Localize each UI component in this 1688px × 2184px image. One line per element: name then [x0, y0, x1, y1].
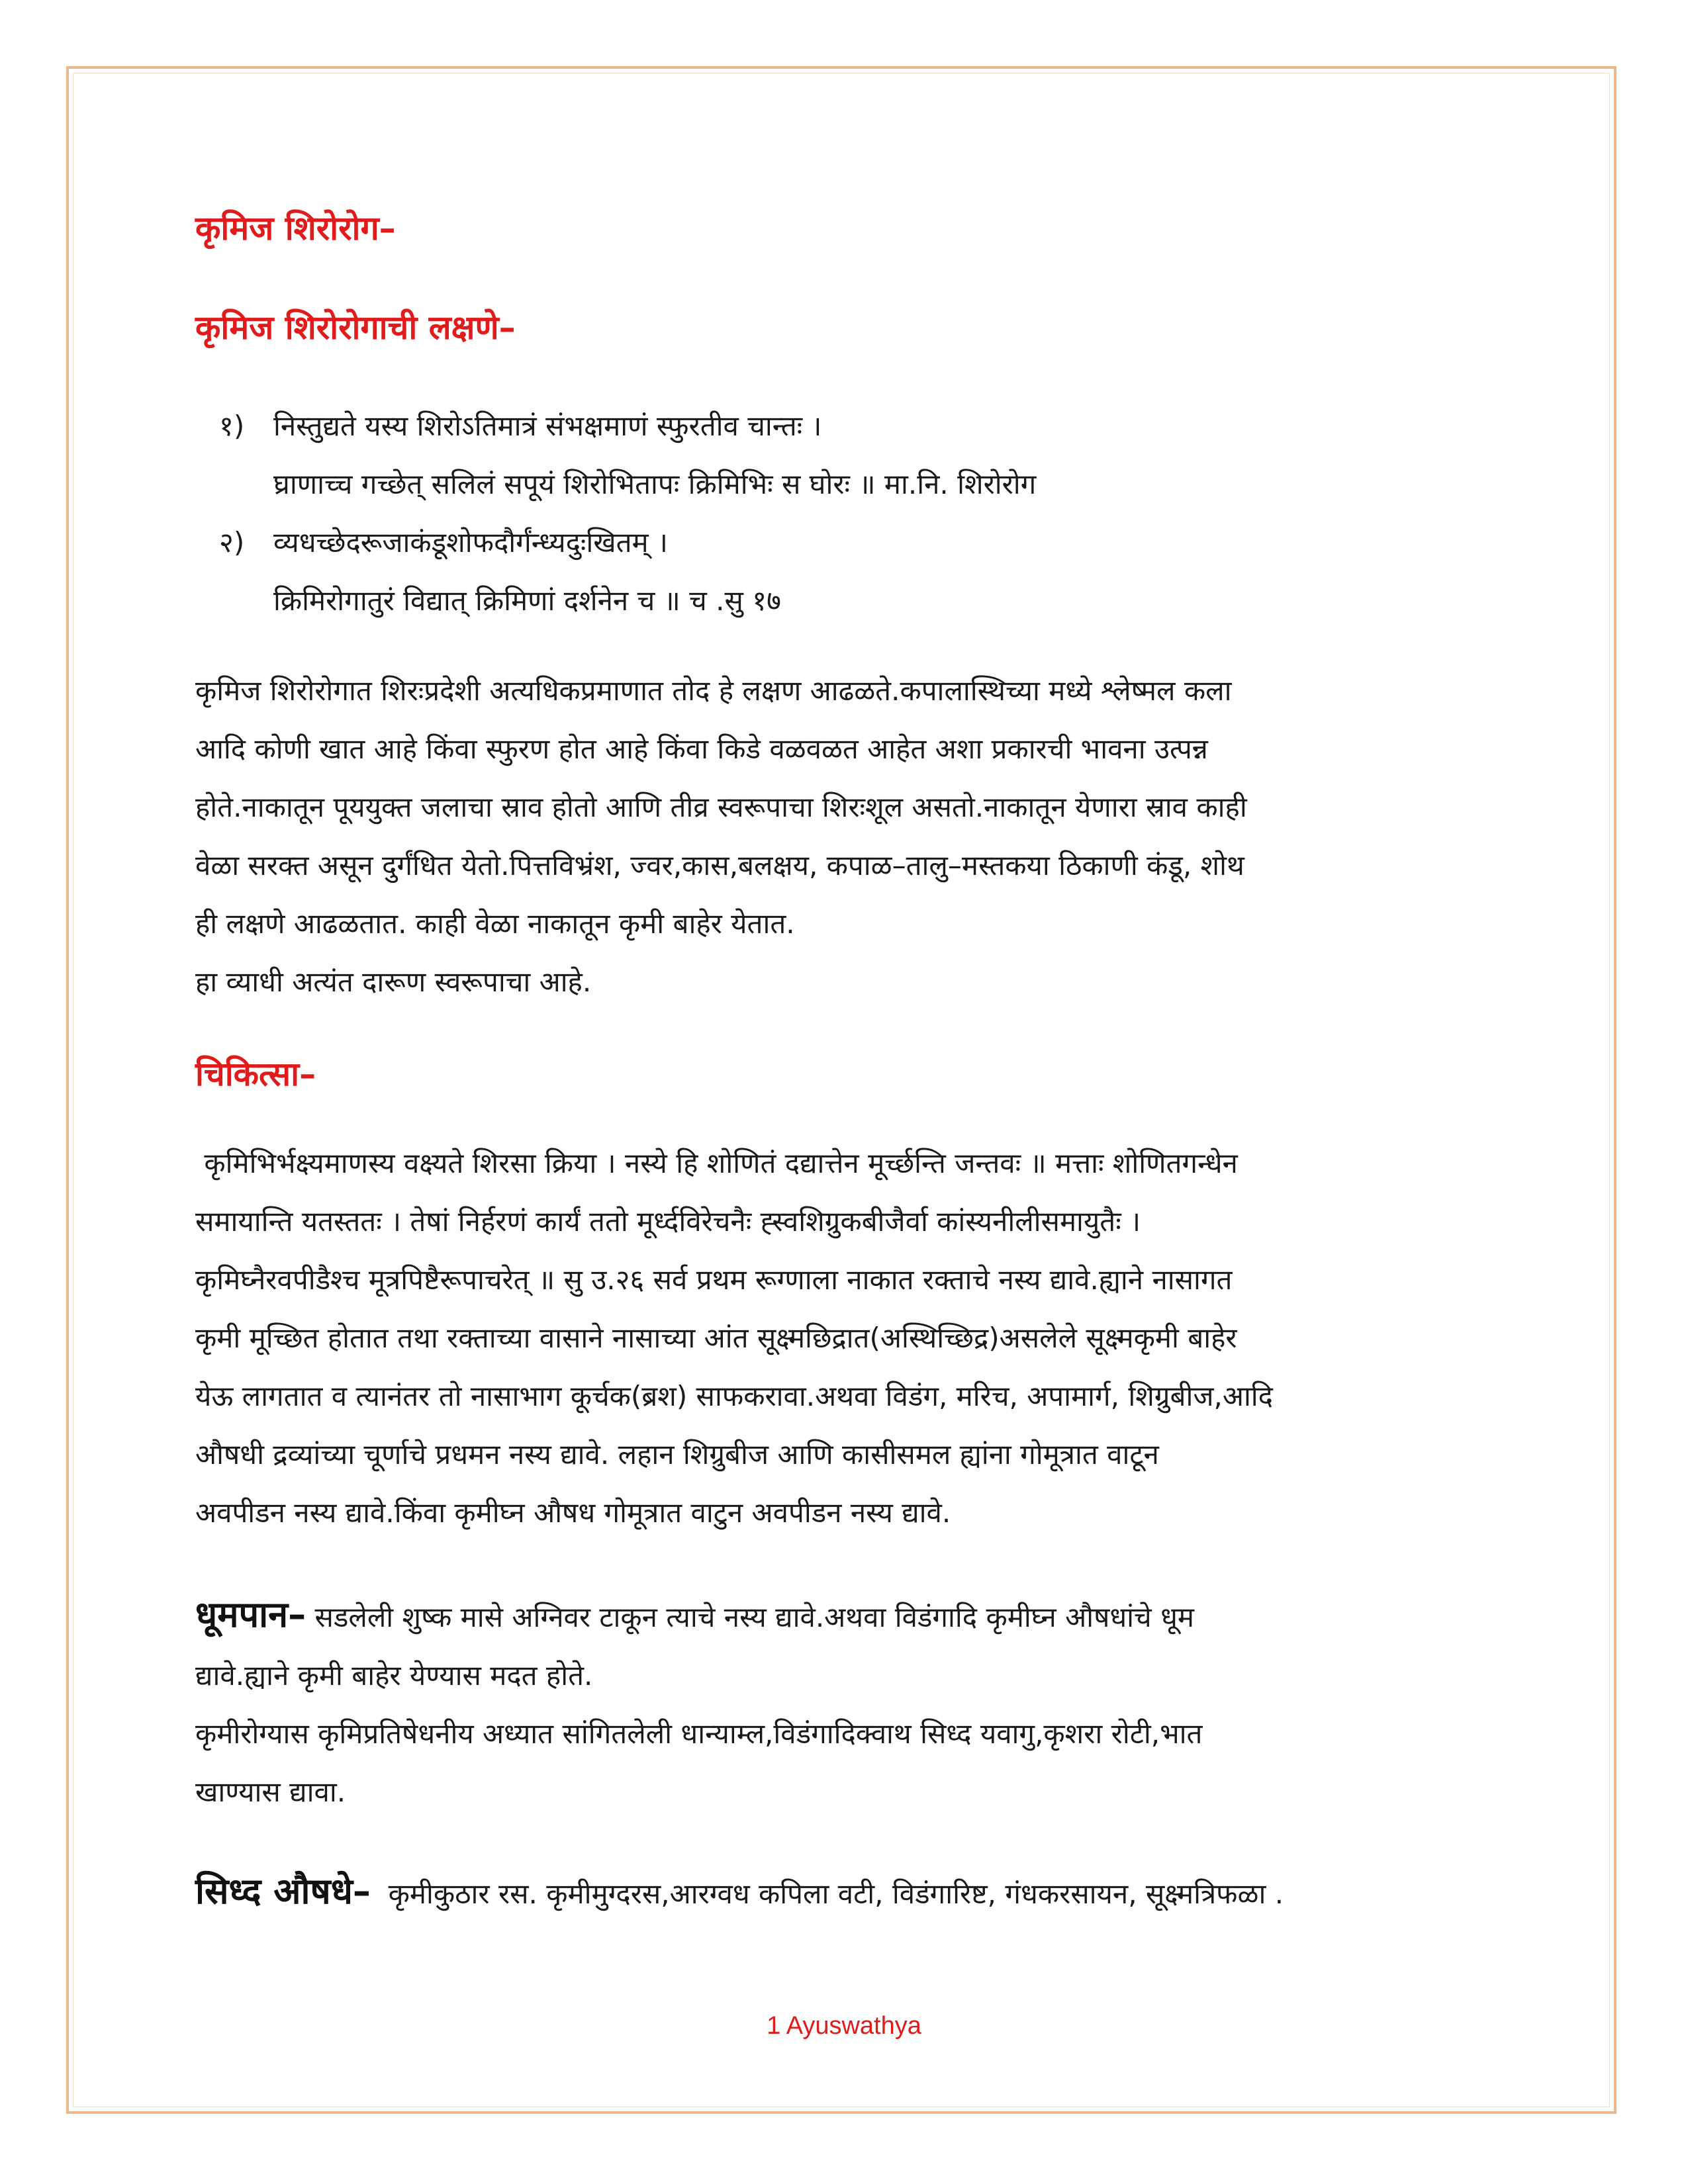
paragraph-line: कृमिभिर्भक्ष्यमाणस्य वक्ष्यते शिरसा क्रिया । नस्ये हि शोणितं दद्यात्तेन मूर्च्छन्ति जन्तवः ॥ मत्ताः शोणितगन्धेन — [195, 1147, 1238, 1179]
verse-number: २) — [219, 526, 245, 559]
verse-item — [195, 397, 1506, 514]
paragraph-line: ही लक्षणे आढळतात. काही वेळा नाकातून कृमी बाहेर येतात. — [195, 907, 795, 940]
paragraph-line: आदि कोणी खात आहे किंवा स्फुरण होत आहे किंवा किडे वळवळत आहेत अशा प्रकारची भावना उत्पन्न — [195, 733, 1208, 765]
paragraph-line: हा व्याधी अत्यंत दारूण स्वरूपाचा आहे. — [195, 966, 592, 998]
verse-number: १) — [219, 410, 245, 442]
paragraph-line — [195, 1586, 1506, 1647]
verse-line: क्रिमिरोगातुरं विद्यात् क्रिमिणां दर्शनेन च ॥ च .सु १७ — [273, 584, 781, 617]
paragraph-line: होते.नाकातून पूययुक्त जलाचा स्राव होतो आणि तीव्र स्वरूपाचा शिरःशूल असतो.नाकातून येणारा स्राव काही — [195, 791, 1247, 823]
document-body — [195, 192, 1506, 1923]
paragraph-line: कृमिज शिरोरोगात शिरःप्रदेशी अत्यधिकप्रमाणात तोद हे लक्षण आढळते.कपालास्थिच्या मध्ये श्लेष्मल कला — [195, 674, 1232, 707]
page-footer: 1 Ayuswathya — [767, 2012, 921, 2040]
heading-lakshane: कृमिज शिरोरोगाची लक्षणे– — [195, 308, 516, 347]
chikitsa-paragraph — [195, 1134, 1506, 1542]
paragraph-line: अवपीडन नस्य द्यावे.किंवा कृमीघ्न औषध गोमूत्रात वाटुन अवपीडन नस्य द्यावे. — [195, 1496, 951, 1529]
dhoompan-text: सडलेली शुष्क मासे अग्निवर टाकून त्याचे नस्य द्यावे.अथवा विडंगादि कृमीघ्न औषधांचे धूम — [306, 1601, 1195, 1633]
paragraph-line: वेळा सरक्त असून दुर्गंधित येतो.पित्तविभ्रंश, ज्वर,कास,बलक्षय, कपाळ–तालु–मस्तकया ठिकाणी कंडू, शोथ — [195, 849, 1244, 882]
siddh-aushadhe-label: सिध्द औषधे– — [195, 1870, 371, 1912]
verse-item — [195, 514, 1506, 630]
paragraph-line: द्यावे.ह्याने कृमी बाहेर येण्यास मदत होते. — [195, 1659, 593, 1692]
heading-chikitsa: चिकित्सा– — [195, 1055, 316, 1093]
heading-krimij-shiroroga: कृमिज शिरोरोग– — [195, 209, 396, 248]
paragraph-line: कृमीरोग्यास कृमिप्रतिषेधनीय अध्यात सांगितलेली धान्याम्ल,विडंगादिक्वाथ सिध्द यवागु,कृशरा रोटी,भात — [195, 1717, 1203, 1750]
dhoompan-section — [195, 1586, 1506, 1821]
paragraph-line: समायान्ति यतस्ततः । तेषां निर्हरणं कार्यं ततो मूर्ध्दविरेचनैः ह्स्वशिग्रुकबीजैर्वा कांस्यनीलीसमायुतैः । — [195, 1205, 1141, 1238]
paragraph-line: कृमी मूच्छित होतात तथा रक्ताच्या वासाने नासाच्या आंत सूक्ष्मछिद्रात(अस्थिच्छिद्र)असलेले सूक्ष्मकृमी बाहेर — [195, 1322, 1237, 1354]
verse-line: व्यधच्छेदरूजाकंडूशोफदौर्गंन्ध्यदुःखितम् । — [273, 526, 668, 559]
verse-list — [195, 397, 1506, 630]
dhoompan-label: धूमपान– — [195, 1594, 306, 1635]
verse-line: घ्राणाच्च गच्छेत् सलिलं सपूयं शिरोभितापः क्रिमिभिः स घोरः ॥ मा.नि. शिरोरोग — [273, 468, 1037, 500]
paragraph-line: औषधी द्रव्यांच्या चूर्णाचे प्रधमन नस्य द्यावे. लहान शिग्रुबीज आणि कासीसमल ह्यांना गोमूत्रात वाटून — [195, 1438, 1159, 1471]
siddh-aushadhe-section — [195, 1862, 1506, 1923]
paragraph-line: येऊ लागतात व त्यानंतर तो नासाभाग कूर्चक(ब्रश) साफकरावा.अथवा विडंग, मरिच, अपामार्ग, शिग्रुबीज,आदि — [195, 1380, 1273, 1412]
paragraph-line: खाण्यास द्यावा. — [195, 1776, 346, 1808]
paragraph-line: कृमिघ्नैरवपीडैश्च मूत्रपिष्टैरूपाचरेत् ॥ सु उ.२६ सर्व प्रथम रूग्णाला नाकात रक्ताचे नस्य द्यावे.ह्याने नासागत — [195, 1263, 1233, 1296]
siddh-aushadhe-text: कृमीकुठार रस. कृमीमुग्दरस,आरग्वध कपिला वटी, विडंगारिष्ट, गंधकरसायन, सूक्ष्मत्रिफळा . — [370, 1878, 1284, 1910]
lakshan-paragraph — [195, 662, 1506, 1011]
verse-line: निस्तुद्यते यस्य शिरोऽतिमात्रं संभक्षमाणं स्फुरतीव चान्तः । — [273, 410, 822, 442]
